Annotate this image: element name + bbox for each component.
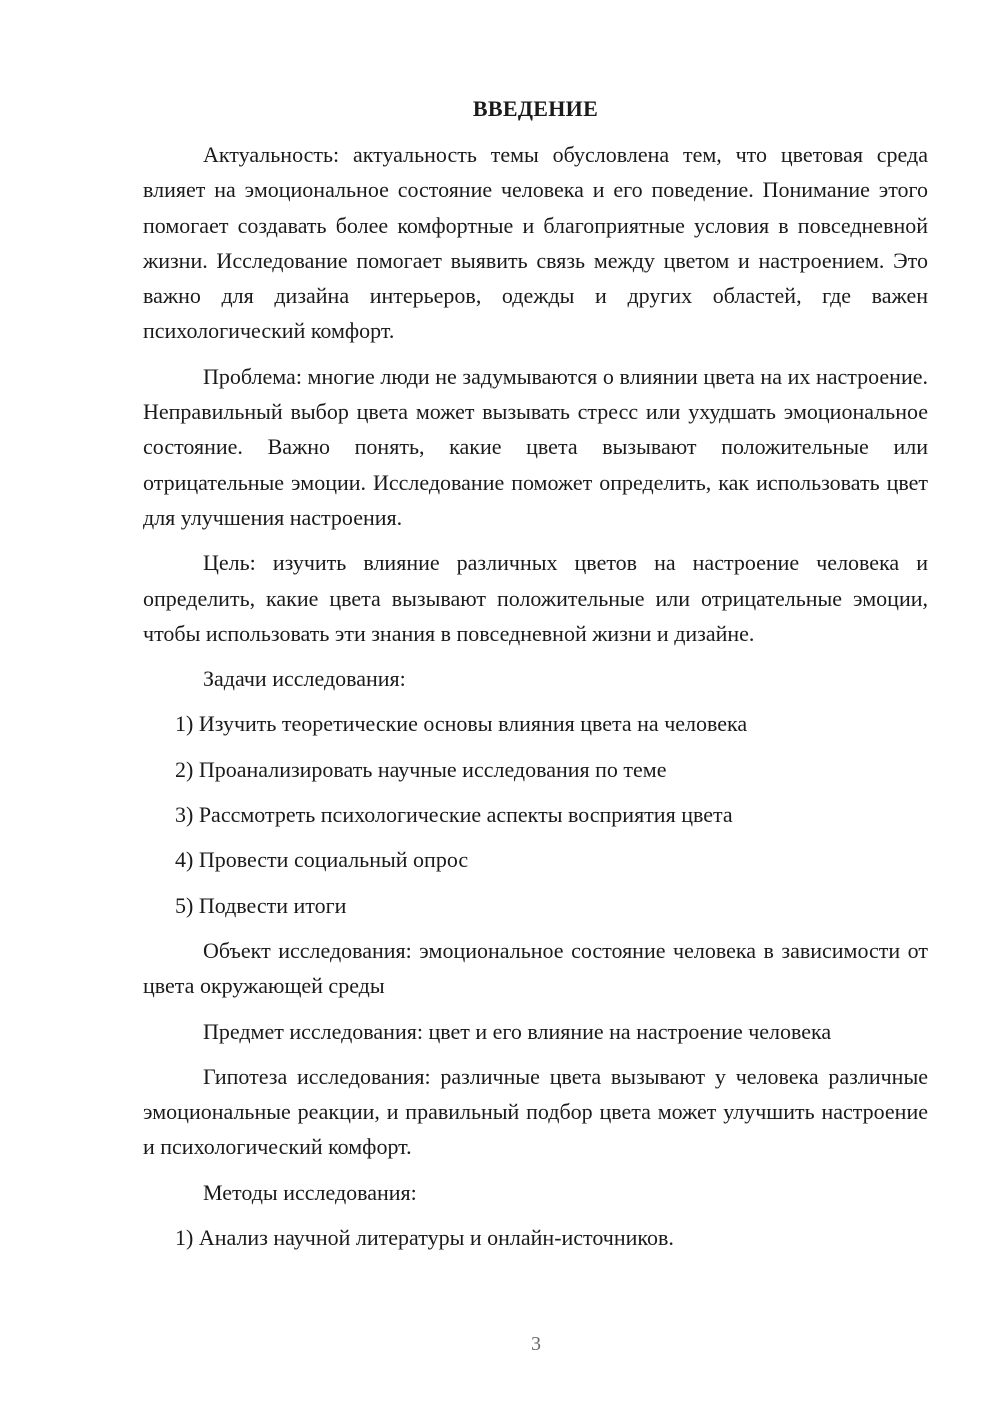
document-page [143, 96, 928, 1265]
task-item: 5) Подвести итоги [175, 892, 347, 918]
subject-paragraph: Предмет исследования: цвет и его влияние на настроение человека [203, 1018, 832, 1044]
object-paragraph: Объект исследования: эмоциональное состояние человека в зависимости от цвета окружающей среды [143, 937, 928, 999]
section-heading: ВВЕДЕНИЕ [472, 96, 599, 121]
relevance-paragraph: Актуальность: актуальность темы обусловлена тем, что цветовая среда влияет на эмоциональное состояние человека и его поведение. Понимание этого помогает создавать более комфортные и благоприятные условия в повседневной жизни. Исследование помогает выявить связь между цветом и настроением. Это важно для дизайна интерьеров, одежды и других областей, где важен психологический комфорт. [143, 142, 928, 344]
problem-paragraph: Проблема: многие люди не задумываются о влиянии цвета на их настроение. Неправильный выбор цвета может вызывать стресс или ухудшать эмоциональное состояние. Важно понять, какие цвета вызывают положительные или отрицательные эмоции. Исследование поможет определить, как использовать цвет для улучшения настроения. [143, 363, 928, 530]
tasks-title: Задачи исследования: [203, 666, 406, 692]
task-item: 3) Рассмотреть психологические аспекты восприятия цвета [175, 802, 733, 828]
task-item: 2) Проанализировать научные исследования по теме [175, 756, 667, 782]
method-item: 1) Анализ научной литературы и онлайн-источников. [175, 1225, 674, 1251]
page-number: 3 [531, 1333, 541, 1355]
methods-list [143, 1220, 928, 1255]
task-item: 4) Провести социальный опрос [175, 847, 469, 873]
task-item: 1) Изучить теоретические основы влияния цвета на человека [175, 711, 748, 737]
hypothesis-paragraph: Гипотеза исследования: различные цвета вызывают у человека различные эмоциональные реакции, и правильный подбор цвета может улучшить настроение и психологический комфорт. [143, 1063, 928, 1160]
methods-title: Методы исследования: [203, 1179, 417, 1205]
tasks-list [143, 706, 928, 922]
goal-paragraph: Цель: изучить влияние различных цветов на настроение человека и определить, какие цвета вызывают положительные или отрицательные эмоции, чтобы использовать эти знания в повседневной жизни и дизайне. [143, 550, 928, 646]
